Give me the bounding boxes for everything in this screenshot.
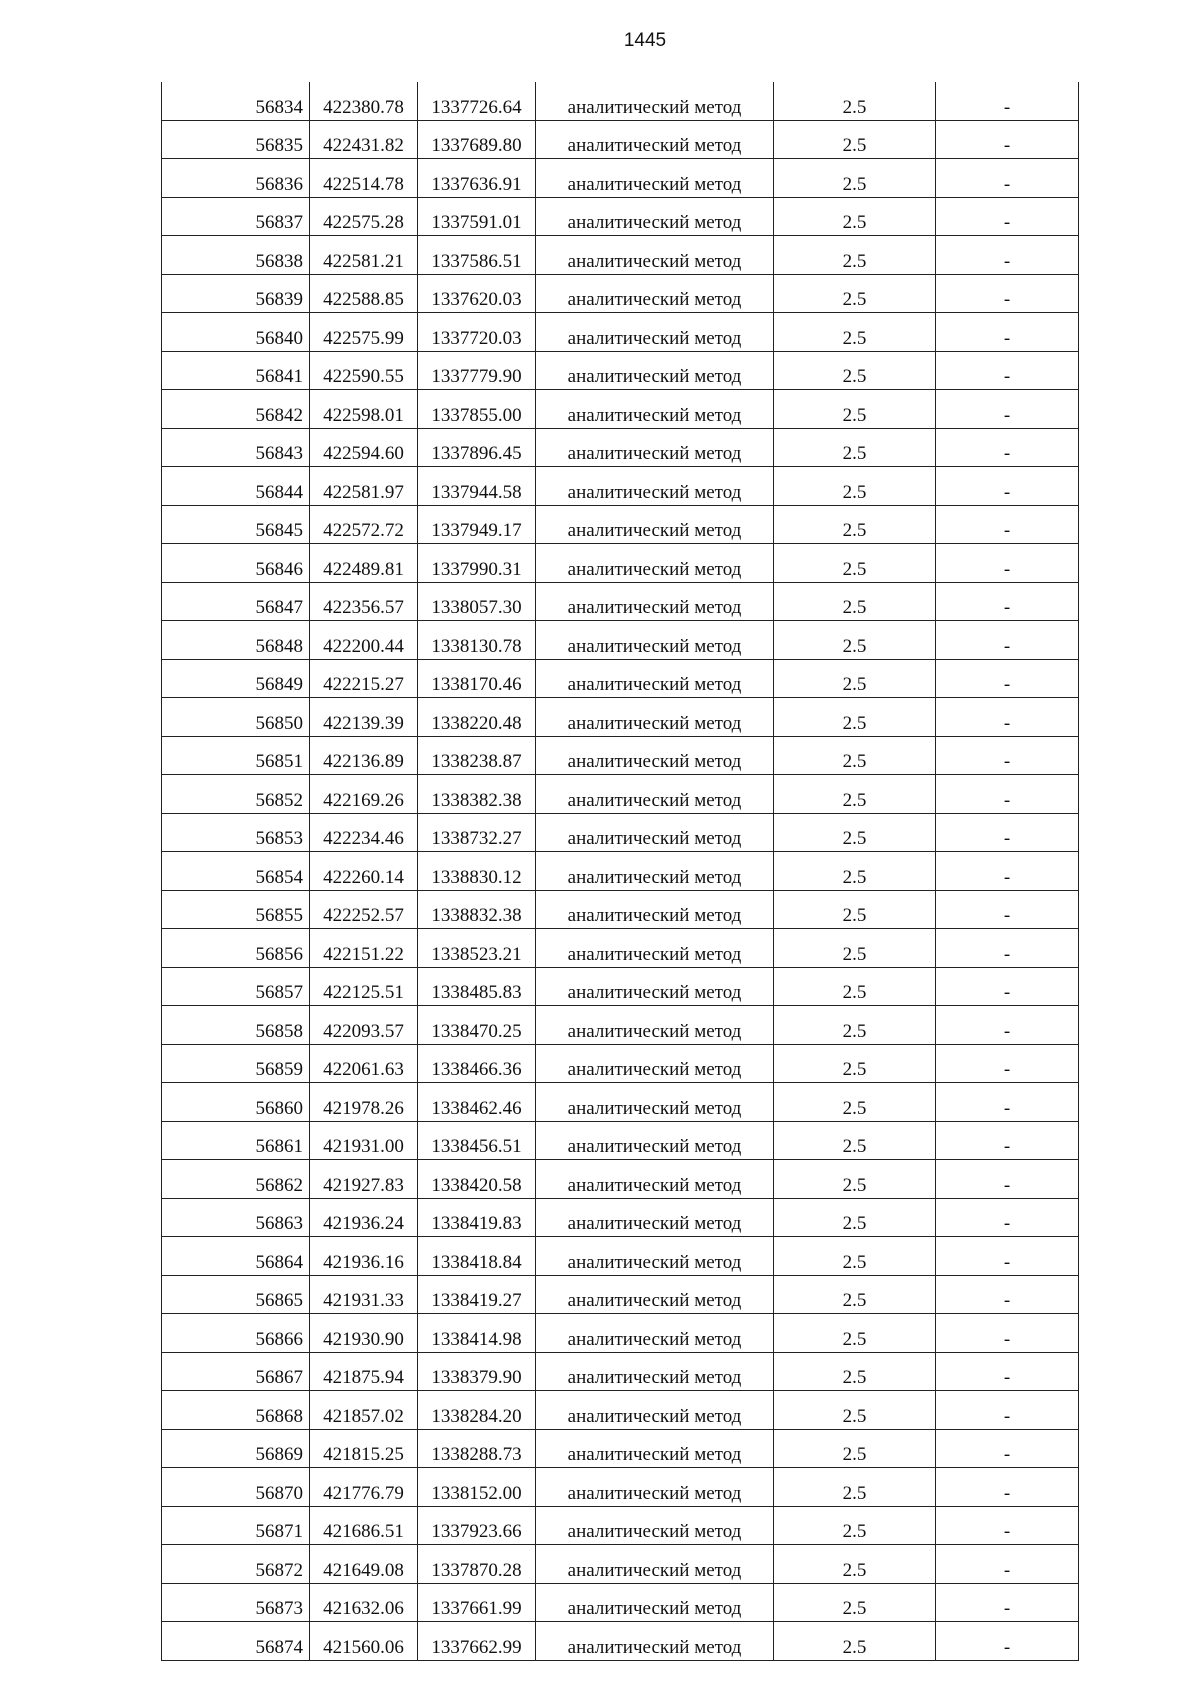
point-number-cell: 56834 — [162, 82, 310, 120]
table-row — [162, 428, 1079, 467]
note-cell: - — [936, 1006, 1079, 1045]
point-number-cell: 56838 — [162, 236, 310, 275]
point-number-cell: 56843 — [162, 428, 310, 467]
accuracy-cell: 2.5 — [774, 1044, 936, 1083]
y-coordinate-cell: 1338420.58 — [418, 1160, 536, 1199]
x-coordinate-cell: 422139.39 — [310, 698, 418, 737]
accuracy-cell: 2.5 — [774, 544, 936, 583]
y-coordinate-cell: 1337726.64 — [418, 82, 536, 120]
point-number-cell: 56853 — [162, 813, 310, 852]
note-cell: - — [936, 698, 1079, 737]
y-coordinate-cell: 1338152.00 — [418, 1468, 536, 1507]
point-number-cell: 56844 — [162, 467, 310, 506]
point-number-cell: 56837 — [162, 197, 310, 236]
method-cell: аналитический метод — [536, 1468, 774, 1507]
note-cell: - — [936, 813, 1079, 852]
method-cell: аналитический метод — [536, 698, 774, 737]
table-row — [162, 1352, 1079, 1391]
table-row — [162, 621, 1079, 660]
table-row — [162, 1468, 1079, 1507]
y-coordinate-cell: 1337620.03 — [418, 274, 536, 313]
method-cell: аналитический метод — [536, 890, 774, 929]
x-coordinate-cell: 422136.89 — [310, 736, 418, 775]
method-cell: аналитический метод — [536, 1583, 774, 1622]
x-coordinate-cell: 422575.28 — [310, 197, 418, 236]
note-cell: - — [936, 197, 1079, 236]
table-row — [162, 1314, 1079, 1353]
note-cell: - — [936, 1237, 1079, 1276]
y-coordinate-cell: 1338220.48 — [418, 698, 536, 737]
point-number-cell: 56866 — [162, 1314, 310, 1353]
accuracy-cell: 2.5 — [774, 967, 936, 1006]
note-cell: - — [936, 1083, 1079, 1122]
table-row — [162, 852, 1079, 891]
table-row — [162, 1506, 1079, 1545]
x-coordinate-cell: 421632.06 — [310, 1583, 418, 1622]
accuracy-cell: 2.5 — [774, 621, 936, 660]
point-number-cell: 56873 — [162, 1583, 310, 1622]
x-coordinate-cell: 422125.51 — [310, 967, 418, 1006]
x-coordinate-cell: 422575.99 — [310, 313, 418, 352]
x-coordinate-cell: 422169.26 — [310, 775, 418, 814]
method-cell: аналитический метод — [536, 120, 774, 159]
method-cell: аналитический метод — [536, 544, 774, 583]
point-number-cell: 56842 — [162, 390, 310, 429]
y-coordinate-cell: 1338419.27 — [418, 1275, 536, 1314]
note-cell: - — [936, 1198, 1079, 1237]
point-number-cell: 56841 — [162, 351, 310, 390]
table-row — [162, 351, 1079, 390]
x-coordinate-cell: 421936.16 — [310, 1237, 418, 1276]
accuracy-cell: 2.5 — [774, 736, 936, 775]
y-coordinate-cell: 1337944.58 — [418, 467, 536, 506]
table-row — [162, 929, 1079, 968]
x-coordinate-cell: 422200.44 — [310, 621, 418, 660]
method-cell: аналитический метод — [536, 1429, 774, 1468]
accuracy-cell: 2.5 — [774, 1121, 936, 1160]
accuracy-cell: 2.5 — [774, 274, 936, 313]
y-coordinate-cell: 1338130.78 — [418, 621, 536, 660]
point-number-cell: 56848 — [162, 621, 310, 660]
method-cell: аналитический метод — [536, 313, 774, 352]
accuracy-cell: 2.5 — [774, 505, 936, 544]
point-number-cell: 56860 — [162, 1083, 310, 1122]
accuracy-cell: 2.5 — [774, 852, 936, 891]
table-row — [162, 274, 1079, 313]
table-row — [162, 736, 1079, 775]
method-cell: аналитический метод — [536, 390, 774, 429]
note-cell: - — [936, 1506, 1079, 1545]
table-row — [162, 505, 1079, 544]
accuracy-cell: 2.5 — [774, 1275, 936, 1314]
accuracy-cell: 2.5 — [774, 1160, 936, 1199]
point-number-cell: 56871 — [162, 1506, 310, 1545]
table-row — [162, 467, 1079, 506]
method-cell: аналитический метод — [536, 82, 774, 120]
x-coordinate-cell: 422061.63 — [310, 1044, 418, 1083]
y-coordinate-cell: 1338284.20 — [418, 1391, 536, 1430]
y-coordinate-cell: 1337949.17 — [418, 505, 536, 544]
table-row — [162, 1198, 1079, 1237]
method-cell: аналитический метод — [536, 1083, 774, 1122]
note-cell: - — [936, 890, 1079, 929]
table-row — [162, 1083, 1079, 1122]
note-cell: - — [936, 236, 1079, 275]
x-coordinate-cell: 422151.22 — [310, 929, 418, 968]
table-row — [162, 313, 1079, 352]
note-cell: - — [936, 1160, 1079, 1199]
method-cell: аналитический метод — [536, 467, 774, 506]
x-coordinate-cell: 421649.08 — [310, 1545, 418, 1584]
point-number-cell: 56836 — [162, 159, 310, 198]
accuracy-cell: 2.5 — [774, 1506, 936, 1545]
y-coordinate-cell: 1337720.03 — [418, 313, 536, 352]
note-cell: - — [936, 159, 1079, 198]
y-coordinate-cell: 1337689.80 — [418, 120, 536, 159]
y-coordinate-cell: 1338832.38 — [418, 890, 536, 929]
method-cell: аналитический метод — [536, 505, 774, 544]
y-coordinate-cell: 1338485.83 — [418, 967, 536, 1006]
y-coordinate-cell: 1338170.46 — [418, 659, 536, 698]
table-row — [162, 82, 1079, 120]
y-coordinate-cell: 1338057.30 — [418, 582, 536, 621]
method-cell: аналитический метод — [536, 274, 774, 313]
coordinates-table — [161, 82, 1079, 1661]
note-cell: - — [936, 659, 1079, 698]
accuracy-cell: 2.5 — [774, 659, 936, 698]
x-coordinate-cell: 422234.46 — [310, 813, 418, 852]
y-coordinate-cell: 1338523.21 — [418, 929, 536, 968]
y-coordinate-cell: 1337923.66 — [418, 1506, 536, 1545]
accuracy-cell: 2.5 — [774, 1006, 936, 1045]
x-coordinate-cell: 422215.27 — [310, 659, 418, 698]
point-number-cell: 56854 — [162, 852, 310, 891]
method-cell: аналитический метод — [536, 1545, 774, 1584]
table-row — [162, 698, 1079, 737]
table-row — [162, 390, 1079, 429]
method-cell: аналитический метод — [536, 1352, 774, 1391]
x-coordinate-cell: 422588.85 — [310, 274, 418, 313]
accuracy-cell: 2.5 — [774, 351, 936, 390]
x-coordinate-cell: 422581.97 — [310, 467, 418, 506]
table-row — [162, 1006, 1079, 1045]
method-cell: аналитический метод — [536, 621, 774, 660]
table-row — [162, 544, 1079, 583]
table-row — [162, 197, 1079, 236]
accuracy-cell: 2.5 — [774, 1083, 936, 1122]
point-number-cell: 56850 — [162, 698, 310, 737]
point-number-cell: 56849 — [162, 659, 310, 698]
accuracy-cell: 2.5 — [774, 1198, 936, 1237]
x-coordinate-cell: 421931.00 — [310, 1121, 418, 1160]
accuracy-cell: 2.5 — [774, 313, 936, 352]
method-cell: аналитический метод — [536, 1391, 774, 1430]
note-cell: - — [936, 1622, 1079, 1661]
method-cell: аналитический метод — [536, 582, 774, 621]
method-cell: аналитический метод — [536, 967, 774, 1006]
table-row — [162, 1044, 1079, 1083]
y-coordinate-cell: 1338288.73 — [418, 1429, 536, 1468]
table-row — [162, 120, 1079, 159]
x-coordinate-cell: 422598.01 — [310, 390, 418, 429]
method-cell: аналитический метод — [536, 1160, 774, 1199]
note-cell: - — [936, 1429, 1079, 1468]
note-cell: - — [936, 313, 1079, 352]
method-cell: аналитический метод — [536, 775, 774, 814]
note-cell: - — [936, 1583, 1079, 1622]
method-cell: аналитический метод — [536, 197, 774, 236]
table-body — [162, 82, 1079, 1660]
x-coordinate-cell: 422581.21 — [310, 236, 418, 275]
x-coordinate-cell: 421931.33 — [310, 1275, 418, 1314]
x-coordinate-cell: 421560.06 — [310, 1622, 418, 1661]
note-cell: - — [936, 1275, 1079, 1314]
note-cell: - — [936, 1391, 1079, 1430]
note-cell: - — [936, 505, 1079, 544]
note-cell: - — [936, 852, 1079, 891]
accuracy-cell: 2.5 — [774, 159, 936, 198]
point-number-cell: 56845 — [162, 505, 310, 544]
method-cell: аналитический метод — [536, 929, 774, 968]
note-cell: - — [936, 775, 1079, 814]
y-coordinate-cell: 1337586.51 — [418, 236, 536, 275]
x-coordinate-cell: 422514.78 — [310, 159, 418, 198]
point-number-cell: 56852 — [162, 775, 310, 814]
x-coordinate-cell: 422489.81 — [310, 544, 418, 583]
note-cell: - — [936, 428, 1079, 467]
method-cell: аналитический метод — [536, 428, 774, 467]
table-row — [162, 890, 1079, 929]
x-coordinate-cell: 421815.25 — [310, 1429, 418, 1468]
y-coordinate-cell: 1338732.27 — [418, 813, 536, 852]
y-coordinate-cell: 1338238.87 — [418, 736, 536, 775]
x-coordinate-cell: 422260.14 — [310, 852, 418, 891]
point-number-cell: 56864 — [162, 1237, 310, 1276]
table-row — [162, 1391, 1079, 1430]
y-coordinate-cell: 1338382.38 — [418, 775, 536, 814]
y-coordinate-cell: 1338418.84 — [418, 1237, 536, 1276]
table-row — [162, 582, 1079, 621]
table-row — [162, 1121, 1079, 1160]
point-number-cell: 56835 — [162, 120, 310, 159]
note-cell: - — [936, 929, 1079, 968]
point-number-cell: 56861 — [162, 1121, 310, 1160]
note-cell: - — [936, 1121, 1079, 1160]
method-cell: аналитический метод — [536, 1506, 774, 1545]
point-number-cell: 56872 — [162, 1545, 310, 1584]
note-cell: - — [936, 621, 1079, 660]
x-coordinate-cell: 422093.57 — [310, 1006, 418, 1045]
y-coordinate-cell: 1337662.99 — [418, 1622, 536, 1661]
point-number-cell: 56863 — [162, 1198, 310, 1237]
accuracy-cell: 2.5 — [774, 582, 936, 621]
point-number-cell: 56862 — [162, 1160, 310, 1199]
point-number-cell: 56868 — [162, 1391, 310, 1430]
table-row — [162, 775, 1079, 814]
point-number-cell: 56859 — [162, 1044, 310, 1083]
table-row — [162, 967, 1079, 1006]
point-number-cell: 56857 — [162, 967, 310, 1006]
y-coordinate-cell: 1338419.83 — [418, 1198, 536, 1237]
page-number: 1445 — [623, 30, 667, 51]
accuracy-cell: 2.5 — [774, 1352, 936, 1391]
accuracy-cell: 2.5 — [774, 82, 936, 120]
accuracy-cell: 2.5 — [774, 929, 936, 968]
table-row — [162, 159, 1079, 198]
table-row — [162, 1545, 1079, 1584]
point-number-cell: 56839 — [162, 274, 310, 313]
y-coordinate-cell: 1338462.46 — [418, 1083, 536, 1122]
method-cell: аналитический метод — [536, 1044, 774, 1083]
x-coordinate-cell: 421875.94 — [310, 1352, 418, 1391]
y-coordinate-cell: 1337870.28 — [418, 1545, 536, 1584]
note-cell: - — [936, 390, 1079, 429]
note-cell: - — [936, 1314, 1079, 1353]
method-cell: аналитический метод — [536, 236, 774, 275]
y-coordinate-cell: 1338470.25 — [418, 1006, 536, 1045]
y-coordinate-cell: 1338466.36 — [418, 1044, 536, 1083]
method-cell: аналитический метод — [536, 1006, 774, 1045]
method-cell: аналитический метод — [536, 852, 774, 891]
accuracy-cell: 2.5 — [774, 1314, 936, 1353]
method-cell: аналитический метод — [536, 736, 774, 775]
y-coordinate-cell: 1337855.00 — [418, 390, 536, 429]
method-cell: аналитический метод — [536, 159, 774, 198]
table-row — [162, 1429, 1079, 1468]
x-coordinate-cell: 422252.57 — [310, 890, 418, 929]
point-number-cell: 56869 — [162, 1429, 310, 1468]
note-cell: - — [936, 274, 1079, 313]
note-cell: - — [936, 967, 1079, 1006]
note-cell: - — [936, 1352, 1079, 1391]
point-number-cell: 56840 — [162, 313, 310, 352]
method-cell: аналитический метод — [536, 1198, 774, 1237]
point-number-cell: 56846 — [162, 544, 310, 583]
x-coordinate-cell: 421978.26 — [310, 1083, 418, 1122]
note-cell: - — [936, 544, 1079, 583]
x-coordinate-cell: 422380.78 — [310, 82, 418, 120]
x-coordinate-cell: 421857.02 — [310, 1391, 418, 1430]
point-number-cell: 56865 — [162, 1275, 310, 1314]
accuracy-cell: 2.5 — [774, 120, 936, 159]
note-cell: - — [936, 582, 1079, 621]
y-coordinate-cell: 1338414.98 — [418, 1314, 536, 1353]
y-coordinate-cell: 1337591.01 — [418, 197, 536, 236]
x-coordinate-cell: 422356.57 — [310, 582, 418, 621]
x-coordinate-cell: 422590.55 — [310, 351, 418, 390]
point-number-cell: 56847 — [162, 582, 310, 621]
accuracy-cell: 2.5 — [774, 390, 936, 429]
method-cell: аналитический метод — [536, 1237, 774, 1276]
note-cell: - — [936, 736, 1079, 775]
accuracy-cell: 2.5 — [774, 698, 936, 737]
y-coordinate-cell: 1337896.45 — [418, 428, 536, 467]
accuracy-cell: 2.5 — [774, 1583, 936, 1622]
method-cell: аналитический метод — [536, 813, 774, 852]
note-cell: - — [936, 351, 1079, 390]
note-cell: - — [936, 1468, 1079, 1507]
method-cell: аналитический метод — [536, 1275, 774, 1314]
accuracy-cell: 2.5 — [774, 1468, 936, 1507]
accuracy-cell: 2.5 — [774, 1545, 936, 1584]
table-row — [162, 813, 1079, 852]
x-coordinate-cell: 422431.82 — [310, 120, 418, 159]
y-coordinate-cell: 1337636.91 — [418, 159, 536, 198]
table-row — [162, 659, 1079, 698]
method-cell: аналитический метод — [536, 1121, 774, 1160]
accuracy-cell: 2.5 — [774, 1429, 936, 1468]
x-coordinate-cell: 422594.60 — [310, 428, 418, 467]
point-number-cell: 56874 — [162, 1622, 310, 1661]
y-coordinate-cell: 1337661.99 — [418, 1583, 536, 1622]
x-coordinate-cell: 421686.51 — [310, 1506, 418, 1545]
table-row — [162, 1622, 1079, 1661]
accuracy-cell: 2.5 — [774, 890, 936, 929]
method-cell: аналитический метод — [536, 659, 774, 698]
note-cell: - — [936, 467, 1079, 506]
point-number-cell: 56870 — [162, 1468, 310, 1507]
x-coordinate-cell: 421930.90 — [310, 1314, 418, 1353]
y-coordinate-cell: 1338456.51 — [418, 1121, 536, 1160]
x-coordinate-cell: 422572.72 — [310, 505, 418, 544]
accuracy-cell: 2.5 — [774, 1622, 936, 1661]
accuracy-cell: 2.5 — [774, 1237, 936, 1276]
method-cell: аналитический метод — [536, 351, 774, 390]
table-row — [162, 1160, 1079, 1199]
point-number-cell: 56851 — [162, 736, 310, 775]
note-cell: - — [936, 1545, 1079, 1584]
table-row — [162, 1583, 1079, 1622]
note-cell: - — [936, 1044, 1079, 1083]
y-coordinate-cell: 1338830.12 — [418, 852, 536, 891]
x-coordinate-cell: 421927.83 — [310, 1160, 418, 1199]
accuracy-cell: 2.5 — [774, 197, 936, 236]
accuracy-cell: 2.5 — [774, 813, 936, 852]
point-number-cell: 56856 — [162, 929, 310, 968]
accuracy-cell: 2.5 — [774, 1391, 936, 1430]
y-coordinate-cell: 1337990.31 — [418, 544, 536, 583]
y-coordinate-cell: 1338379.90 — [418, 1352, 536, 1391]
method-cell: аналитический метод — [536, 1314, 774, 1353]
note-cell: - — [936, 120, 1079, 159]
accuracy-cell: 2.5 — [774, 236, 936, 275]
accuracy-cell: 2.5 — [774, 775, 936, 814]
point-number-cell: 56867 — [162, 1352, 310, 1391]
x-coordinate-cell: 421936.24 — [310, 1198, 418, 1237]
x-coordinate-cell: 421776.79 — [310, 1468, 418, 1507]
method-cell: аналитический метод — [536, 1622, 774, 1661]
point-number-cell: 56858 — [162, 1006, 310, 1045]
table-row — [162, 1237, 1079, 1276]
point-number-cell: 56855 — [162, 890, 310, 929]
accuracy-cell: 2.5 — [774, 428, 936, 467]
note-cell: - — [936, 82, 1079, 120]
accuracy-cell: 2.5 — [774, 467, 936, 506]
table-row — [162, 1275, 1079, 1314]
table-row — [162, 236, 1079, 275]
y-coordinate-cell: 1337779.90 — [418, 351, 536, 390]
